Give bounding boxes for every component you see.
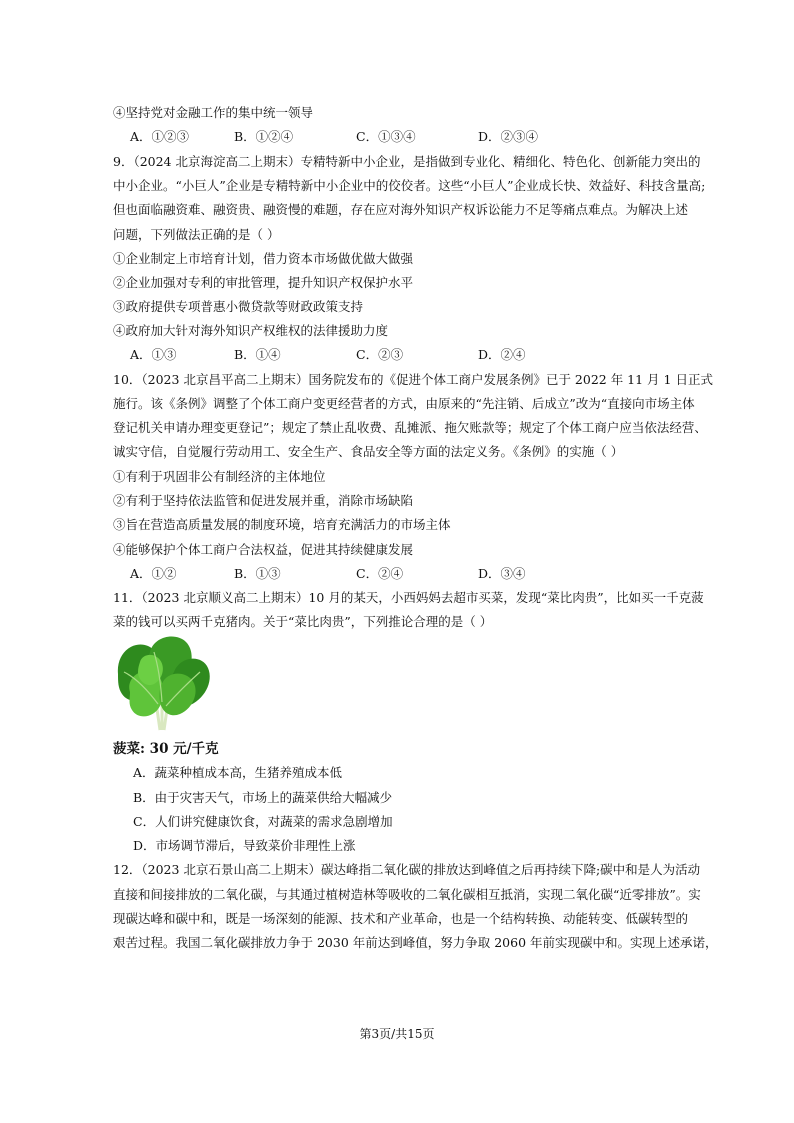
q8-option-b: B．①②④ [234, 129, 294, 144]
q11-option-c: C．人们讲究健康饮食，对蔬菜的需求急剧增加 [133, 814, 393, 829]
q11-stem-line-1: 11．（2023 北京顺义高二上期末）10 月的某天，小西妈妈去超市买菜，发现“菜比肉贵”，比如买一千克菠 [113, 590, 704, 605]
q8-option-a: A．①②③ [130, 129, 190, 144]
page-number: 第3页/共15页 [359, 1027, 435, 1041]
q9-options [130, 345, 690, 365]
q12-stem-line-4: 艰苦过程。我国二氧化碳排放力争于 2030 年前达到峰值，努力争取 2060 年前实现碳中和。实现上述承诺， [113, 935, 718, 950]
q10-stem-line-3: 登记机关申请办理变更登记”；规定了禁止乱收费、乱摊派、拖欠账款等；规定了个体工商户应当依法经营、 [113, 420, 707, 435]
q9-option-b: B．①④ [234, 347, 281, 362]
q9-stem-line-4: 问题，下列做法正确的是（ ） [113, 227, 280, 242]
q10-item-4: ④能够保护个体工商户合法权益，促进其持续健康发展 [113, 542, 414, 557]
q10-option-a: A．①② [130, 566, 177, 581]
q9-stem-line-1: 9．（2024 北京海淀高二上期末）专精特新中小企业，是指做到专业化、精细化、特色化、创新能力突出的 [113, 154, 701, 169]
q9-option-c: C．②③ [356, 347, 404, 362]
q8-item-4: ④坚持党对金融工作的集中统一领导 [113, 105, 314, 120]
q10-stem-line-1: 10．（2023 北京昌平高二上期末）国务院发布的《促进个体工商户发展条例》已于 2022 年 11 月 1 日正式 [113, 372, 713, 387]
q12-stem-line-2: 直接和间接排放的二氧化碳，与其通过植树造林等吸收的二氧化碳相互抵消，实现二氧化碳“近零排放”。实 [113, 887, 701, 902]
q10-item-2: ②有利于坚持依法监管和促进发展并重，消除市场缺陷 [113, 493, 414, 508]
spinach-bunch [118, 637, 210, 730]
q9-option-a: A．①③ [130, 347, 177, 362]
q11-option-d: D．市场调节滞后，导致菜价非理性上涨 [133, 838, 356, 853]
q9-item-2: ②企业加强对专利的审批管理，提升知识产权保护水平 [113, 275, 414, 290]
q9-stem-line-3: 但也面临融资难、融资贵、融资慢的难题，存在应对海外知识产权诉讼能力不足等痛点难点。为解决上述 [113, 202, 689, 217]
q10-options [130, 564, 690, 584]
q10-stem-line-4: 诚实守信，自觉履行劳动用工、安全生产、食品安全等方面的法定义务。《条例》的实施（ ） [113, 444, 624, 459]
q11-option-a: A．蔬菜种植成本高，生猪养殖成本低 [133, 765, 343, 780]
q10-option-c: C．②④ [356, 566, 404, 581]
q9-option-d: D．②④ [478, 347, 526, 362]
q11-option-b: B．由于灾害天气，市场上的蔬菜供给大幅减少 [133, 790, 393, 805]
q8-option-c: C．①③④ [356, 129, 416, 144]
q8-options [130, 127, 690, 147]
q10-option-b: B．①③ [234, 566, 281, 581]
q8-option-d: D．②③④ [478, 129, 539, 144]
q9-stem-line-2: 中小企业。“小巨人”企业是专精特新中小企业中的佼佼者。这些“小巨人”企业成长快、效益好、科技含量高; [113, 178, 706, 193]
q10-option-d: D．③④ [478, 566, 526, 581]
q10-stem-line-2: 施行。该《条例》调整了个体工商户变更经营者的方式，由原来的“先注销、后成立”改为“直接向市场主体 [113, 396, 695, 411]
q12-stem-line-1: 12．（2023 北京石景山高二上期末）碳达峰指二氧化碳的排放达到峰值之后再持续下降;碳中和是人为活动 [113, 862, 701, 877]
spinach-image [110, 632, 214, 736]
spinach-price-caption: 菠菜: 30 元/千克 [113, 741, 219, 757]
q10-item-3: ③旨在营造高质量发展的制度环境，培育充满活力的市场主体 [113, 517, 451, 532]
q12-stem-line-3: 现碳达峰和碳中和，既是一场深刻的能源、技术和产业革命，也是一个结构转换、动能转变、低碳转型的 [113, 911, 689, 926]
q10-item-1: ①有利于巩固非公有制经济的主体地位 [113, 469, 326, 484]
q11-stem-line-2: 菜的钱可以买两千克猪肉。关于“菜比肉贵”，下列推论合理的是（ ） [113, 614, 493, 629]
q9-item-3: ③政府提供专项普惠小微贷款等财政政策支持 [113, 299, 364, 314]
q9-item-1: ①企业制定上市培育计划，借力资本市场做优做大做强 [113, 251, 414, 266]
q9-item-4: ④政府加大针对海外知识产权维权的法律援助力度 [113, 323, 389, 338]
